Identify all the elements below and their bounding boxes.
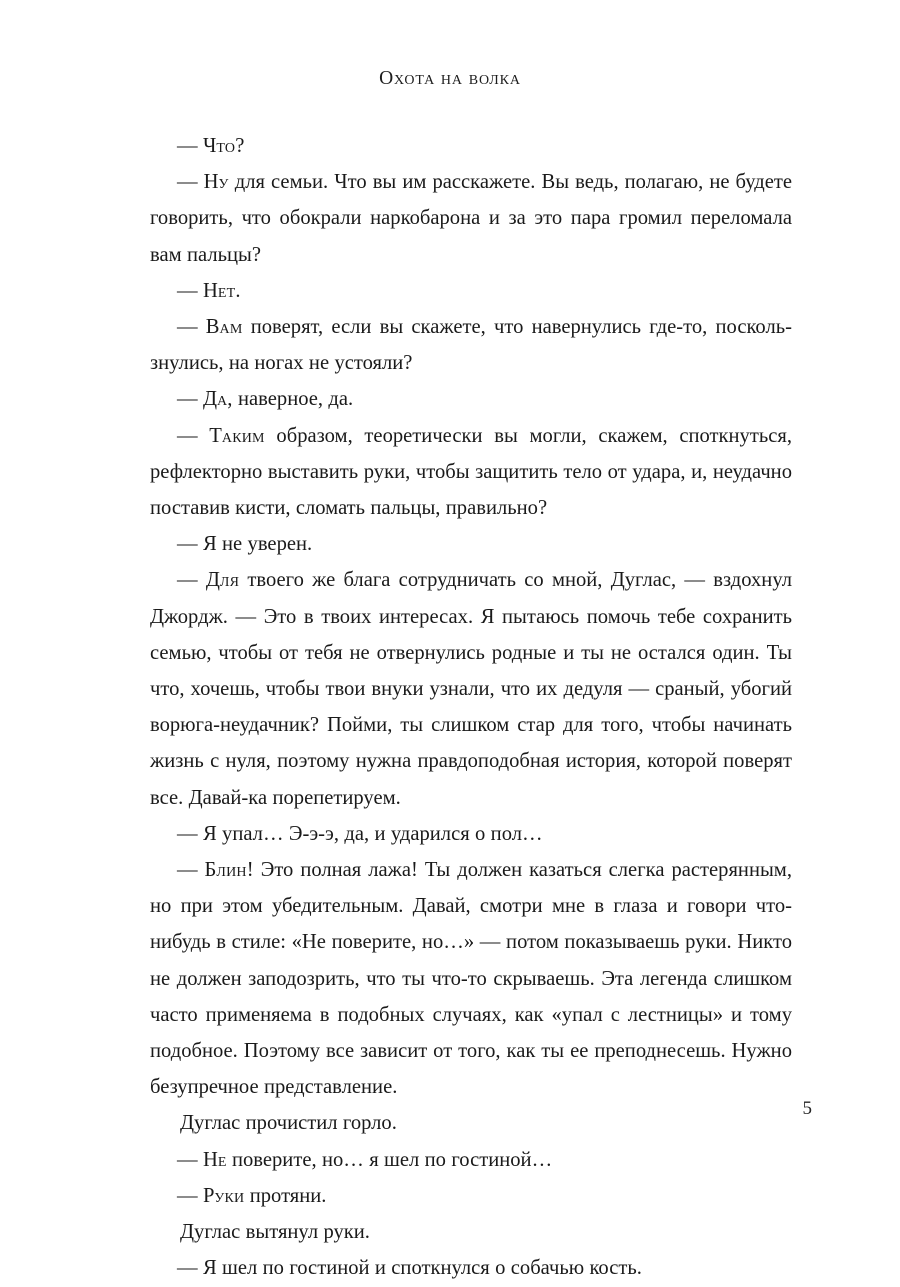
- paragraph-opening-smallcaps: ам: [219, 316, 243, 339]
- paragraph: — Что?: [177, 135, 245, 157]
- paragraph-opening-smallcaps: то?: [216, 135, 245, 157]
- paragraph-opening-smallcaps: а,: [217, 388, 233, 411]
- paragraph-opening-smallcaps: е: [217, 1148, 227, 1171]
- paragraph: — Ну для семьи. Что вы им расскажете. Вы ведь, полагаю, не будете говорить, что обокрали наркобарона и за это пара громил переломала вам пальцы?: [150, 171, 792, 266]
- paragraph-opening-smallcaps: ет.: [217, 279, 241, 302]
- running-head: Охота на волка: [379, 68, 521, 89]
- paragraph-opening-smallcaps: лин!: [216, 859, 254, 882]
- paragraph: — Вам поверят, если вы скажете, что навернулись где-то, поскользнулись, на ногах не устояли?: [150, 316, 792, 375]
- paragraph: Дуглас прочистил горло.: [180, 1112, 397, 1135]
- paragraph-opening-smallcaps: ля: [219, 569, 240, 592]
- paragraph-opening-smallcaps: у: [218, 171, 229, 194]
- paragraph: — Таким образом, теоретически вы могли, скажем, споткнуться, рефлекторно выставить руки, чтобы защитить тело от удара, и, неудачно поставив кисти, сломать пальцы, правильно?: [150, 424, 792, 520]
- paragraph: — Я упал… Э-э-э, да, и ударился о пол…: [177, 822, 543, 845]
- paragraph: — Руки протяни.: [177, 1184, 327, 1207]
- paragraph: Дуглас вытянул руки.: [180, 1221, 370, 1244]
- paragraph: — Не поверите, но… я шел по гостиной…: [177, 1148, 553, 1171]
- paragraph-opening-smallcaps: аким: [221, 424, 265, 447]
- paragraph: — Да, наверное, да.: [177, 388, 354, 411]
- page-number: 5: [802, 1098, 812, 1119]
- paragraph: — Блин! Это полная лажа! Ты должен казаться слегка растерянным, но при этом убедительным. Давай, смотри мне в глаза и говори что-нибудь в стиле: «Не поверите, но…» — потом показываешь руки. Никто не должен заподозрить, что ты что-то скрываешь. Эта легенда слишком часто применяема в подобных случаях, как «упал с лестницы» и тому подобное. Поэтому все зависит от того, как ты ее преподнесешь. Нужно безупречное представление.: [150, 859, 792, 1099]
- paragraph: — Я шел по гостиной и споткнулся о собачью кость.: [177, 1257, 642, 1280]
- paragraph: — Я не уверен.: [177, 533, 313, 556]
- paragraph: — Для твоего же блага сотрудничать со мной, Дуглас, — вздохнул Джордж. — Это в твоих интересах. Я пытаюсь помочь тебе сохранить семью, чтобы от тебя не отвернулись родные и ты не остался один. Ты что, хочешь, чтобы твои внуки узнали, что их дедуля — сраный, убогий ворюга-неудачник? Пойми, ты слишком стар для того, чтобы начинать жизнь с нуля, поэтому нужна правдоподобная история, которой поверят все. Давай-ка порепетируем.: [150, 569, 792, 809]
- paragraph-opening-smallcaps: уки: [214, 1184, 245, 1207]
- paragraph: — Нет.: [177, 279, 241, 302]
